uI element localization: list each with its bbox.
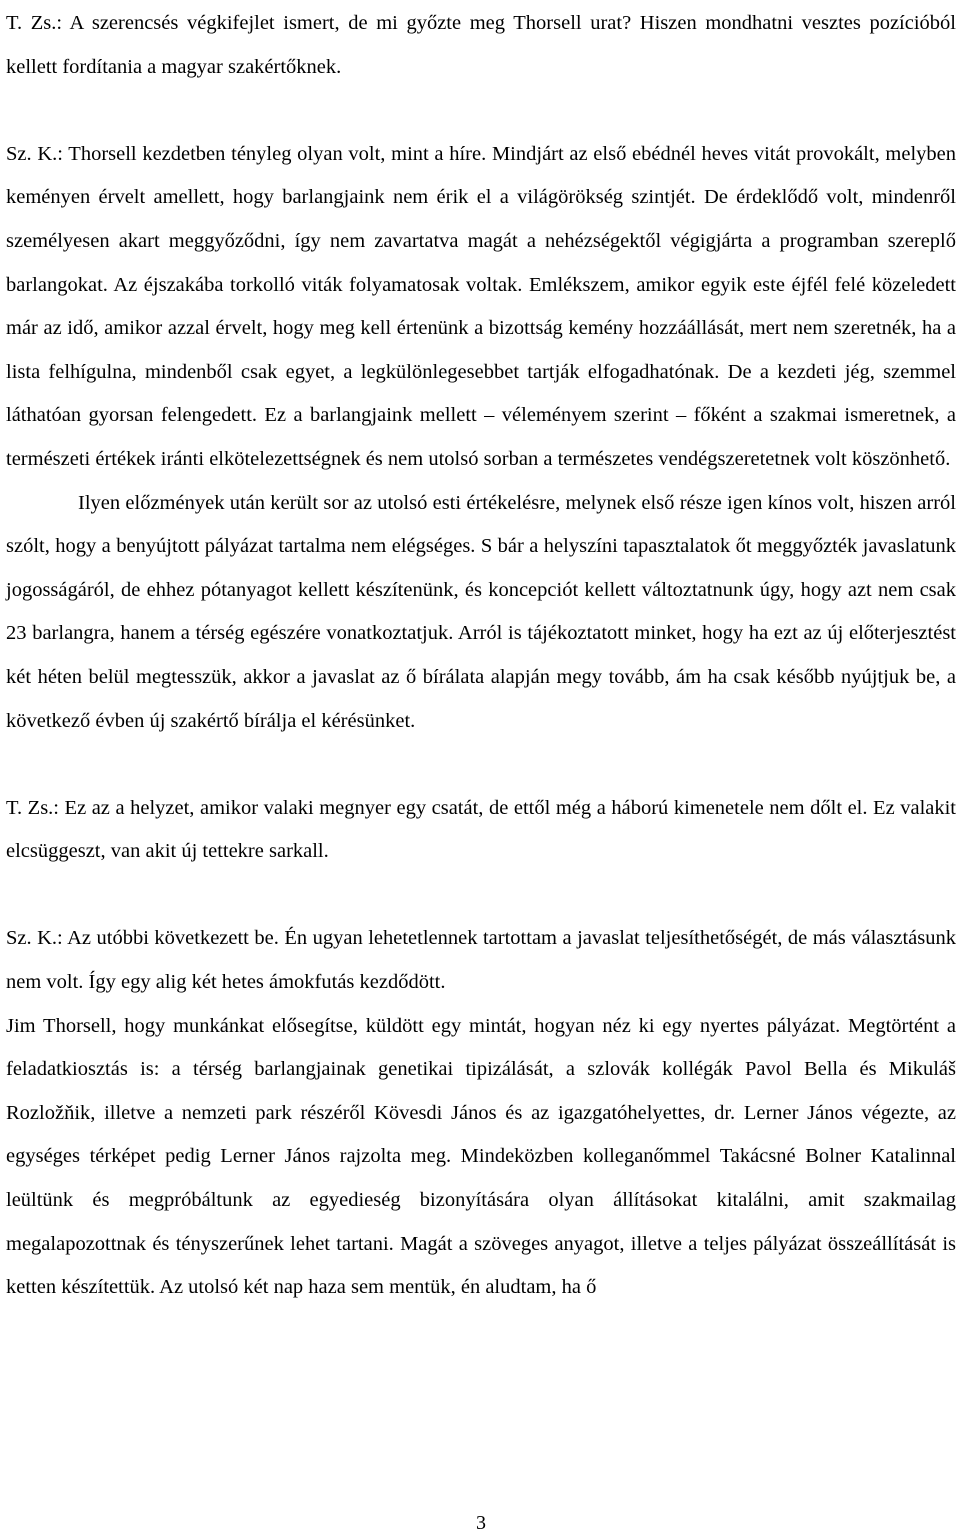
page-number: 3 [476, 1512, 486, 1534]
paragraph-final-evaluation: Ilyen előzmények után került sor az utolsó esti értékelésre, melynek első része igen kínos volt, hiszen arról szólt, hogy a benyújtott pályázat tartalma nem elégséges. S bár a helyszíni tapasztalatok őt meggyőzték javaslatunk jogosságáról, de ehhez pótanyagot kellett készítenünk, és koncepciót kellett változtatnunk úgy, hogy azt nem csak 23 barlangra, hanem a térség egészére vonatkoztatjuk. Arról is tájékoztatott minket, hogy ha ezt az új előterjesztést két héten belül megtesszük, akkor a javaslat az ő bírálata alapján megy tovább, ám ha csak később nyújtjuk be, a következő évben új szakértő bírálja el kérésünket. [6, 491, 956, 732]
paragraph-answer-thorsell: Sz. K.: Thorsell kezdetben tényleg olyan volt, mint a híre. Mindjárt az első ebédnél heves vitát provokált, melyben keményen érvelt amellett, hogy barlangjaink nem érik el a világörökség szintjét. De érdeklődő volt, mindenről személyesen akart meggyőződni, így nem zavartatva magát a nehézségektől végigjárta a programban szereplő barlangokat. Az éjszakába torkolló viták folyamatosak voltak. Emlékszem, amikor egyik este éjfél felé közeledett már az idő, amikor azzal érvelt, hogy meg kell értenünk a bizottság kemény hozzáállását, mert nem szeretnék, ha a lista felhígulna, mindenből csak egyet, a legkülönlegesebbet tartják elfogadhatónak. De a kezdeti jég, szemmel láthatóan gyorsan felengedett. Ez a barlangjaink mellett – véleményem szerint – főként a szakmai ismeretnek, a természeti értékek iránti elkötelezettségnek és nem utolsó sorban a természetes vendégszeretetnek volt köszönhető. [6, 142, 956, 470]
document-body [6, 0, 956, 1310]
paragraph-answer-latter: Sz. K.: Az utóbbi következett be. Én ugyan lehetetlennek tartottam a javaslat teljesíthetőségét, de más választásunk nem volt. Így egy alig két hetes ámokfutás kezdődött. [6, 927, 956, 994]
paragraph-jim-thorsell: Jim Thorsell, hogy munkánkat elősegítse, küldött egy mintát, hogyan néz ki egy nyertes pályázat. Megtörtént a feladatkiosztás is: a térség barlangjainak genetikai tipizálását, a szlovák kollégák Pavol Bella és Mikuláš Rozložňik, illetve a nemzeti park részéről Kövesdi János és az igazgatóhelyettes, dr. Lerner János végezte, az egységes térképet pedig Lerner János rajzolta meg. Mindeközben kolleganőmmel Takácsné Bolner Katalinnal leültünk és megpróbáltunk az egyedieség bizonyítására olyan állításokat kitalálni, amit szakmailag megalapozottnak és tényszerűnek lehet tartani. Magát a szöveges anyagot, illetve a teljes pályázat összeállítását is ketten készítettük. Az utolsó két nap haza sem mentük, én aludtam, ha ő [6, 1014, 956, 1299]
paragraph-intro-question: T. Zs.: A szerencsés végkifejlet ismert, de mi győzte meg Thorsell urat? Hiszen mondhatni vesztes pozícióból kellett fordítania a magyar szakértőknek. [6, 12, 956, 78]
document-page [6, 0, 956, 1537]
paragraph-question-battle: T. Zs.: Ez az a helyzet, amikor valaki megnyer egy csatát, de ettől még a háború kimenetele nem dőlt el. Ez valakit elcsüggeszt, van akit új tettekre sarkall. [6, 796, 956, 863]
